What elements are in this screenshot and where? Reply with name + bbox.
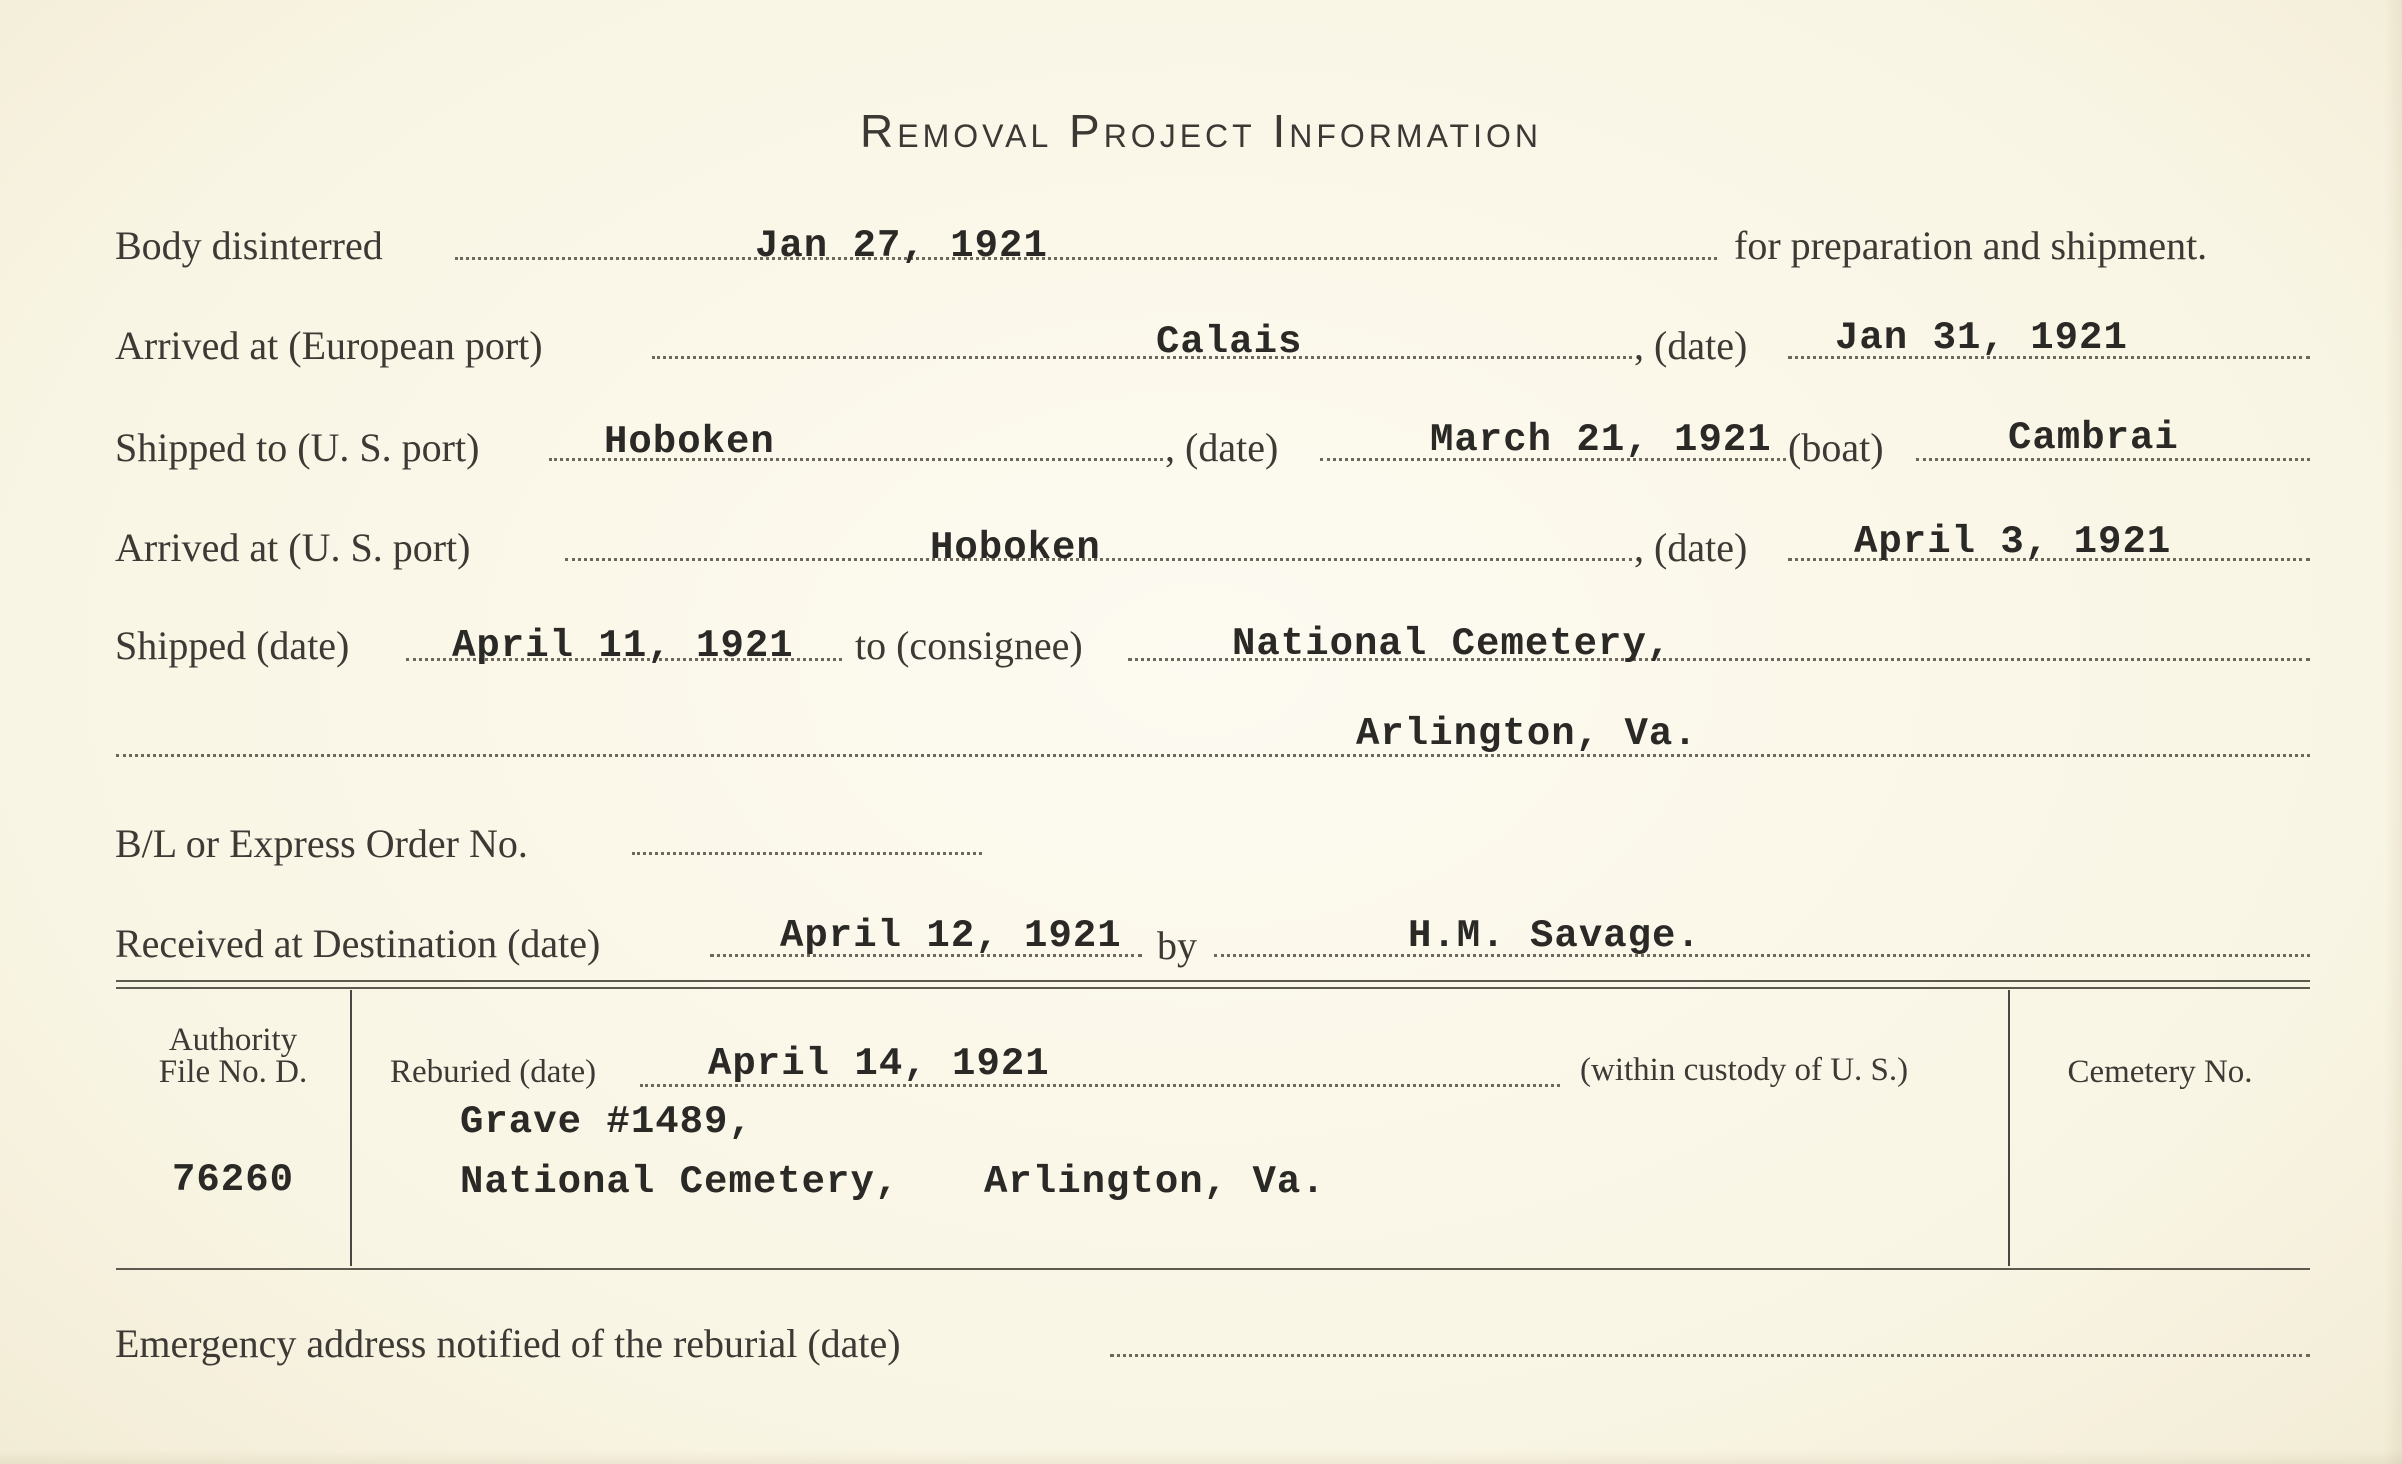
received-by-label: by bbox=[1157, 923, 1197, 968]
arrived-european-port-date-label: , (date) bbox=[1634, 323, 1748, 368]
reburied-date: April 14, 1921 bbox=[708, 1042, 1050, 1086]
arrived-us-port-date-label: , (date) bbox=[1634, 525, 1748, 570]
received-by-value: H.M. Savage. bbox=[1408, 914, 1701, 958]
cemetery-no-label: Cemetery No. bbox=[2067, 1054, 2253, 1090]
body-disinterred-suffix: for preparation and shipment. bbox=[1734, 223, 2208, 268]
received-label: Received at Destination (date) bbox=[115, 921, 601, 966]
fill-line bbox=[455, 257, 1717, 260]
received-date: April 12, 1921 bbox=[780, 914, 1122, 958]
shipped-boat-value: Cambrai bbox=[2008, 416, 2179, 460]
card-edge-shadow bbox=[0, 1450, 2402, 1464]
arrived-european-port-date: Jan 31, 1921 bbox=[1835, 316, 2128, 360]
shipped-to-us-port-label: Shipped to (U. S. port) bbox=[115, 425, 480, 470]
arrived-us-port-value: Hoboken bbox=[930, 526, 1101, 570]
reburied-label: Reburied (date) bbox=[390, 1054, 597, 1090]
shipped-to-us-port-date-label: , (date) bbox=[1165, 425, 1279, 470]
box-divider-left bbox=[350, 990, 352, 1266]
arrived-european-port-value: Calais bbox=[1156, 320, 1303, 364]
grave-cemetery: National Cemetery, bbox=[460, 1160, 900, 1204]
card-edge-shadow bbox=[2384, 0, 2402, 1464]
emergency-label: Emergency address notified of the reburial (date) bbox=[115, 1321, 901, 1366]
box-top-rule-inner bbox=[116, 987, 2310, 989]
grave-number: Grave #1489, bbox=[460, 1100, 753, 1144]
shipped-date-value: April 11, 1921 bbox=[452, 624, 794, 668]
grave-location: Arlington, Va. bbox=[984, 1160, 1326, 1204]
shipped-date-label: Shipped (date) bbox=[115, 623, 350, 668]
box-bottom-rule bbox=[116, 1268, 2310, 1270]
custody-label: (within custody of U. S.) bbox=[1580, 1052, 1909, 1088]
shipped-to-us-port-date: March 21, 1921 bbox=[1430, 418, 1772, 462]
fill-line bbox=[1110, 1354, 2310, 1357]
shipped-to-us-port-value: Hoboken bbox=[604, 420, 775, 464]
authority-file-value: 76260 bbox=[171, 1158, 295, 1202]
authority-label: Authority bbox=[168, 1022, 298, 1058]
authority-file-label: File No. D. bbox=[158, 1054, 308, 1090]
bl-order-label: B/L or Express Order No. bbox=[115, 821, 528, 866]
fill-line bbox=[652, 356, 1632, 359]
arrived-us-port-date: April 3, 1921 bbox=[1854, 520, 2172, 564]
arrived-european-port-label: Arrived at (European port) bbox=[115, 323, 543, 368]
card-title: Removal Project Information bbox=[860, 105, 1542, 157]
consignee-label: to (consignee) bbox=[855, 623, 1083, 668]
box-top-rule bbox=[116, 980, 2310, 982]
fill-line bbox=[632, 852, 982, 855]
body-disinterred-label: Body disinterred bbox=[115, 223, 383, 268]
shipped-boat-label: (boat) bbox=[1788, 425, 1884, 470]
body-disinterred-value: Jan 27, 1921 bbox=[755, 224, 1048, 268]
fill-line bbox=[1214, 954, 2310, 957]
arrived-us-port-label: Arrived at (U. S. port) bbox=[115, 525, 471, 570]
fill-line bbox=[116, 754, 2310, 757]
consignee-line-2: Arlington, Va. bbox=[1356, 712, 1698, 756]
box-divider-right bbox=[2008, 990, 2010, 1266]
consignee-line-1: National Cemetery, bbox=[1232, 622, 1672, 666]
